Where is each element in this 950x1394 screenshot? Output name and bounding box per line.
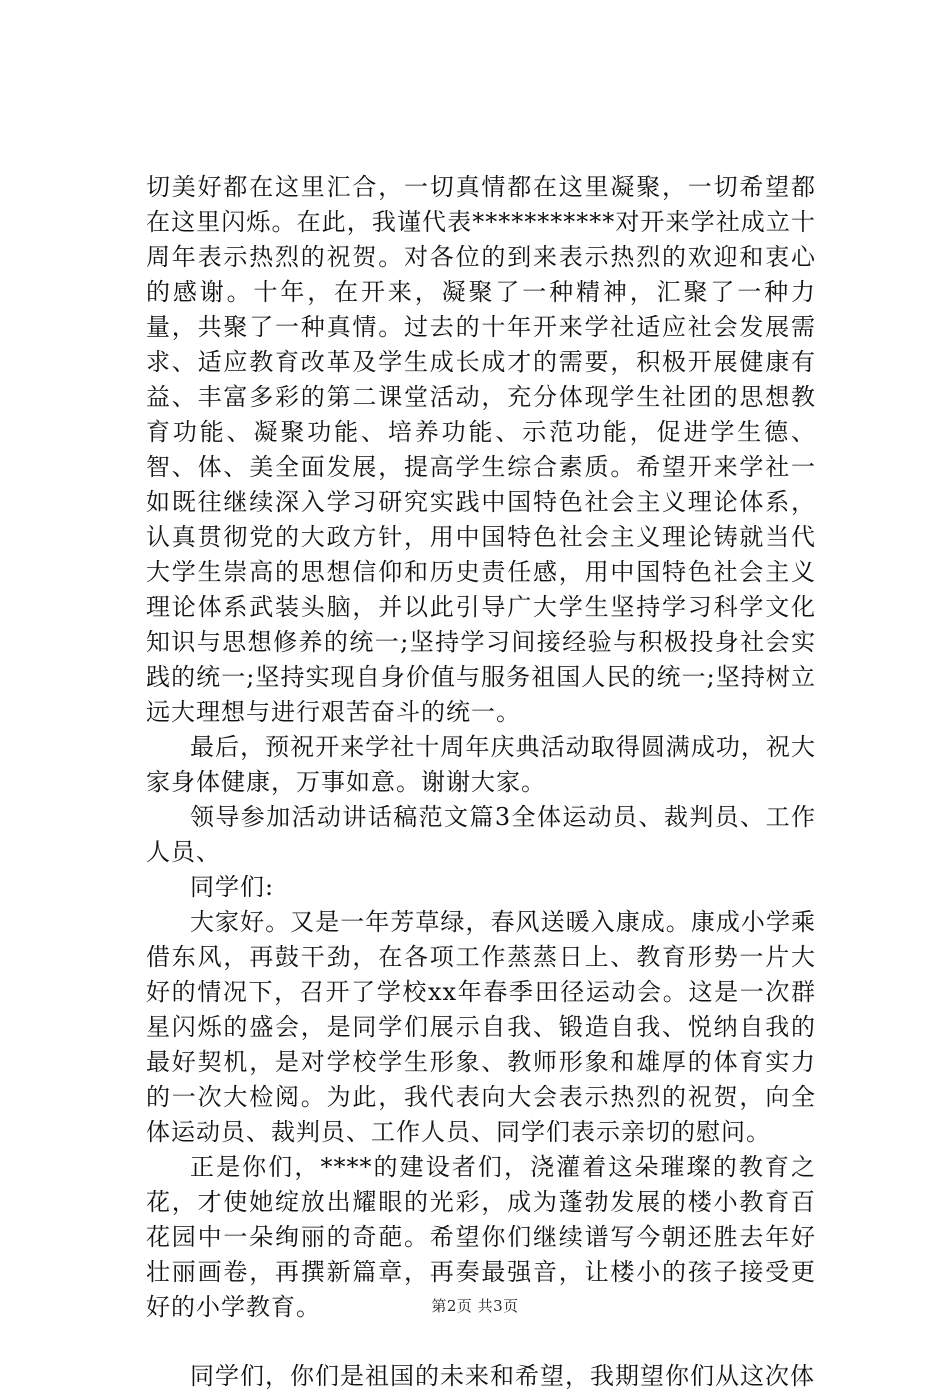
paragraph-section-heading: 领导参加活动讲话稿范文篇3全体运动员、裁判员、工作人员、: [146, 803, 816, 866]
document-body: [146, 170, 816, 1394]
paragraph-greeting: 大家好。又是一年芳草绿，春风送暖入康成。康成小学乘借东风，再鼓干劲，在各项工作蒸蒸日上、教育形势一片大好的情况下，召开了学校xx年春季田径运动会。这是一次群星闪烁的盛会，是同学们展示自我、锻造自我、悦纳自我的最好契机，是对学校学生形象、教师形象和雄厚的体育实力的一次大检阅。为此，我代表向大会表示热烈的祝贺，向全体运动员、裁判员、工作人员、同学们表示亲切的慰问。: [146, 908, 816, 1146]
page-footer: 第2页 共3页: [431, 1297, 519, 1315]
paragraph-builders: 正是你们，****的建设者们，浇灌着这朵璀璨的教育之花，才使她绽放出耀眼的光彩，成为蓬勃发展的楼小教育百花园中一朵绚丽的奇葩。希望你们继续谱写今朝还胜去年好壮丽画卷，再撰新篇章，再奏最强音，让楼小的孩子接受更好的小学教育。: [146, 1153, 816, 1321]
paragraph-continuation: 切美好都在这里汇合，一切真情都在这里凝聚，一切希望都在这里闪烁。在此，我谨代表***********对开来学社成立十周年表示热烈的祝贺。对各位的到来表示热烈的欢迎和衷心的感谢。十年，在开来，凝聚了一种精神，汇聚了一种力量，共聚了一种真情。过去的十年开来学社适应社会发展需求、适应教育改革及学生成长成才的需要，积极开展健康有益、丰富多彩的第二课堂活动，充分体现学生社团的思想教育功能、凝聚功能、培养功能、示范功能，促进学生德、智、体、美全面发展，提高学生综合素质。希望开来学社一如既往继续深入学习研究实践中国特色社会主义理论体系，认真贯彻党的大政方针，用中国特色社会主义理论铸就当代大学生崇高的思想信仰和历史责任感，用中国特色社会主义理论体系武装头脑，并以此引导广大学生坚持学习科学文化知识与思想修养的统一;坚持学习间接经验与积极投身社会实践的统一;坚持实现自身价值与服务祖国人民的统一;坚持树立远大理想与进行艰苦奋斗的统一。: [146, 173, 816, 726]
paragraph-students-hope: 同学们，你们是祖国的未来和希望，我期望你们从这次体: [190, 1362, 815, 1390]
paragraph-closing-wishes: 最后，预祝开来学社十周年庆典活动取得圆满成功，祝大家身体健康，万事如意。谢谢大家。: [146, 733, 816, 796]
paragraph-salutation: 同学们:: [190, 873, 275, 901]
